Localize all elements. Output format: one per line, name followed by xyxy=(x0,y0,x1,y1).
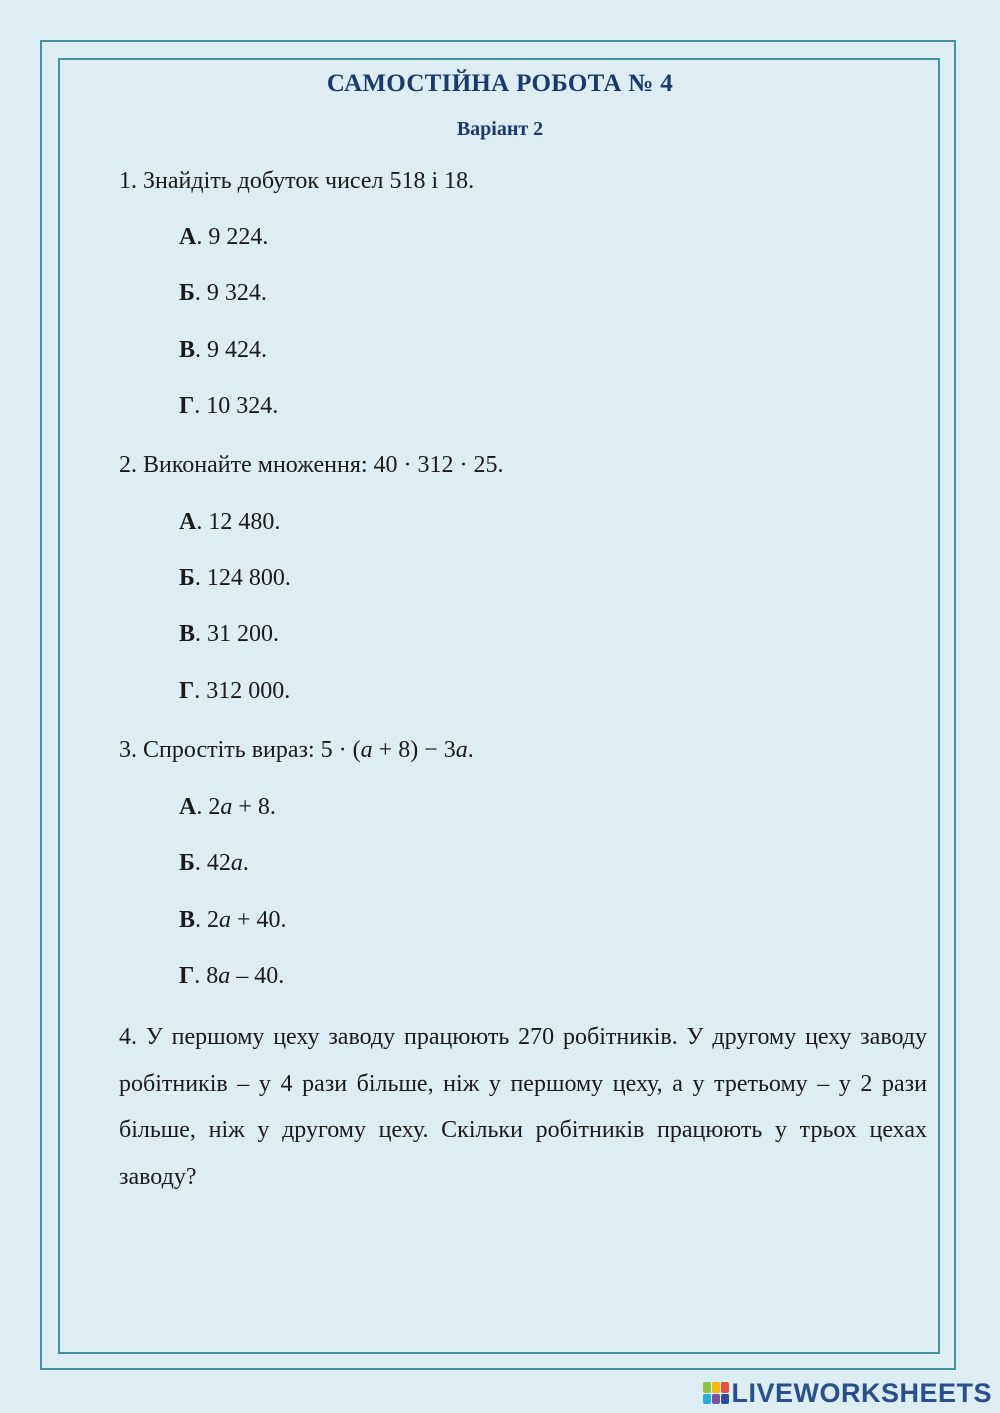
option-value: . 312 000. xyxy=(194,678,291,704)
question-2-option-d[interactable] xyxy=(179,678,290,705)
option-letter: А xyxy=(179,509,197,535)
option-number: . 42 xyxy=(194,850,231,876)
variable-a: a xyxy=(360,737,373,763)
question-1-option-a[interactable] xyxy=(179,224,268,251)
option-value: . 9 324. xyxy=(194,280,267,306)
option-rest: – 40. xyxy=(230,963,285,989)
question-3-option-b[interactable] xyxy=(179,850,249,877)
option-number: . 2 xyxy=(196,794,221,820)
question-3-option-a[interactable] xyxy=(179,794,276,821)
option-rest: + 40. xyxy=(231,907,287,933)
option-value: . 12 480. xyxy=(196,509,281,535)
liveworksheets-logo-icon xyxy=(703,1382,729,1404)
question-3-text-suffix: . xyxy=(467,737,474,763)
option-letter: Г xyxy=(179,678,195,704)
variable-a: a xyxy=(230,850,243,876)
question-3-option-d[interactable] xyxy=(179,963,284,990)
variable-a: a xyxy=(220,794,233,820)
page-title: САМОСТІЙНА РОБОТА № 4 xyxy=(326,70,674,97)
variable-a: a xyxy=(218,963,231,989)
option-value: . 9 424. xyxy=(195,337,268,363)
question-2-option-b[interactable] xyxy=(179,565,291,592)
question-1-option-b[interactable] xyxy=(179,280,267,307)
variant-subtitle: Варіант 2 xyxy=(456,118,544,140)
option-letter: Г xyxy=(179,963,195,989)
option-letter: Г xyxy=(179,393,195,419)
variable-a: a xyxy=(455,737,468,763)
option-letter: В xyxy=(179,621,196,647)
question-3-text xyxy=(119,737,474,764)
option-letter: Б xyxy=(179,280,195,306)
option-letter: В xyxy=(179,337,196,363)
option-value: . 10 324. xyxy=(194,393,279,419)
option-value: . 124 800. xyxy=(194,565,291,591)
question-4-text: 4. У першому цеху заводу працюють 270 робітників. У другому цеху заводу робітників – у 4 рази більше, ніж у першому цеху, а у третьому – у 2 рази більше, ніж у другому цеху. Скільки робітників працюють у трьох цехах заводу? xyxy=(119,1024,927,1190)
question-1-text: 1. Знайдіть добуток чисел 518 і 18. xyxy=(119,168,475,194)
option-number: . 2 xyxy=(195,907,220,933)
question-1-option-c[interactable] xyxy=(179,337,267,364)
option-letter: Б xyxy=(179,565,195,591)
option-rest: . xyxy=(242,850,249,876)
question-3-text-prefix: 3. Спростіть вираз: 5 · ( xyxy=(119,737,361,763)
question-1-option-d[interactable] xyxy=(179,393,278,420)
liveworksheets-logo[interactable] xyxy=(703,1379,992,1407)
option-rest: + 8. xyxy=(232,794,276,820)
option-letter: В xyxy=(179,907,196,933)
option-value: . 31 200. xyxy=(195,621,280,647)
option-letter: Б xyxy=(179,850,195,876)
question-2-option-c[interactable] xyxy=(179,621,279,648)
question-3-option-c[interactable] xyxy=(179,907,287,934)
question-2-option-a[interactable] xyxy=(179,509,280,536)
option-letter: А xyxy=(179,224,197,250)
variable-a: a xyxy=(219,907,232,933)
option-letter: А xyxy=(179,794,197,820)
logo-text: LIVEWORKSHEETS xyxy=(731,1377,992,1408)
option-value: . 9 224. xyxy=(196,224,269,250)
question-3-text-mid: + 8) − 3 xyxy=(372,737,456,763)
question-2-text: 2. Виконайте множення: 40 · 312 · 25. xyxy=(119,452,504,478)
option-number: . 8 xyxy=(194,963,219,989)
